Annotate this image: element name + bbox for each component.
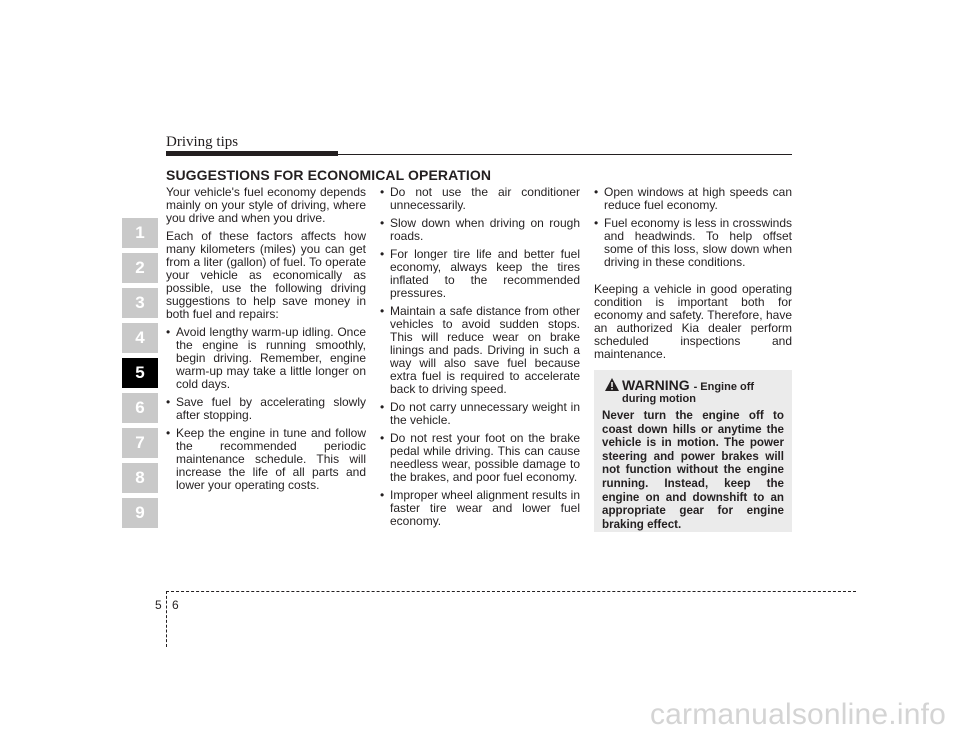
chapter-tab-2[interactable]: 2 [122,253,158,283]
chapter-tab-9[interactable]: 9 [122,498,158,528]
page-number: 6 [172,598,179,612]
bullet-icon: • [594,216,599,230]
chapter-tab-6[interactable]: 6 [122,393,158,423]
bullet-icon: • [380,216,385,230]
bullet-icon: • [380,247,385,261]
header-rule-thin [338,154,792,155]
list-item-text: For longer tire life and better fuel economy, always keep the tires inflated to the recommended pressures. [390,247,580,300]
list-item-text: Maintain a safe distance from other vehicles to avoid sudden stops. This will reduce wear on brake linings and pads. Driving in such a way will also save fuel because extra fuel is required to accelerate back to driving speed. [390,304,580,396]
list-item [380,401,580,427]
list-item-text: Do not use the air conditioner unnecessarily. [390,185,580,212]
footer-dashed-rule [166,591,856,592]
list-item [380,305,580,396]
bullet-icon: • [380,400,385,414]
chapter-tab-7[interactable]: 7 [122,428,158,458]
list-item-text: Keep the engine in tune and follow the recommended periodic maintenance schedule. This will increase the life of all parts and lower your operating costs. [176,426,366,492]
footer-dashed-divider [166,591,167,647]
bullet-list [166,326,366,492]
warning-label: WARNING [622,377,690,393]
list-item-text: Do not carry unnecessary weight in the vehicle. [390,400,580,427]
bullet-icon: • [166,325,171,339]
header-title: Driving tips [166,134,239,150]
bullet-icon: • [166,395,171,409]
chapter-tab-8[interactable]: 8 [122,463,158,493]
bullet-icon: • [166,426,171,440]
section-title: SUGGESTIONS FOR ECONOMICAL OPERATION [166,167,492,183]
list-item [380,432,580,484]
section-number: 5 [155,598,162,612]
chapter-tab-1[interactable]: 1 [122,218,158,248]
bullet-list [380,186,580,528]
warning-triangle-icon [605,378,619,391]
list-item-text: Fuel economy is less in crosswinds and headwinds. To help offset some of this loss, slow down when driving in these conditions. [604,216,792,269]
column-1 [166,186,366,497]
column-2 [380,186,580,533]
paragraph: Each of these factors affects how many kilometers (miles) you can get from a liter (gallon) of fuel. To operate your vehicle as economically as possible, use the following driving suggestions to help save money in both fuel and repairs: [166,229,366,321]
column-3 [594,186,792,366]
list-item-text: Slow down when driving on rough roads. [390,216,580,243]
list-item [594,186,792,212]
list-item [380,217,580,243]
header-rule-thick [166,151,338,156]
list-item [380,248,580,300]
list-item-text: Open windows at high speeds can reduce fuel economy. [604,185,792,212]
paragraph: Keeping a vehicle in good operating condition is important both for economy and safety. Therefore, have an authorized Kia dealer perform scheduled inspections and maintenance. [594,282,792,361]
watermark: carmanualsonline.info [649,698,946,731]
chapter-tab-3[interactable]: 3 [122,288,158,318]
list-item [380,489,580,528]
warning-body: Never turn the engine off to coast down hills or anytime the vehicle is in motion. The power steering and power brakes will not function without the engine running. Instead, keep the engine on and downshift to an appropriate gear for engine braking effect. [602,409,784,531]
list-item-text: Avoid lengthy warm-up idling. Once the engine is running smoothly, begin driving. Remember, engine warm-up may take a little longer on cold days. [176,325,366,391]
list-item-text: Improper wheel alignment results in faster tire wear and lower fuel economy. [390,488,580,528]
chapter-tabs [122,218,158,533]
warning-subtitle-line2: during motion [622,393,696,405]
bullet-icon: • [380,431,385,445]
chapter-tab-5[interactable]: 5 [122,358,158,388]
list-item-text: Save fuel by accelerating slowly after stopping. [176,395,366,422]
list-item-text: Do not rest your foot on the brake pedal while driving. This can cause needless wear, possible damage to the brakes, and poor fuel economy. [390,431,580,484]
warning-heading [622,377,754,393]
paragraph: Your vehicle's fuel economy depends mainly on your style of driving, where you drive and when you drive. [166,185,366,225]
warning-subtitle: - Engine off [693,381,755,393]
bullet-icon: • [380,488,385,502]
chapter-tab-4[interactable]: 4 [122,323,158,353]
bullet-list [594,186,792,269]
list-item [594,217,792,269]
list-item [380,186,580,212]
bullet-icon: • [380,304,385,318]
list-item [166,427,366,492]
bullet-icon: • [594,185,599,199]
warning-box [594,370,792,532]
list-item [166,326,366,391]
list-item [166,396,366,422]
bullet-icon: • [380,185,385,199]
